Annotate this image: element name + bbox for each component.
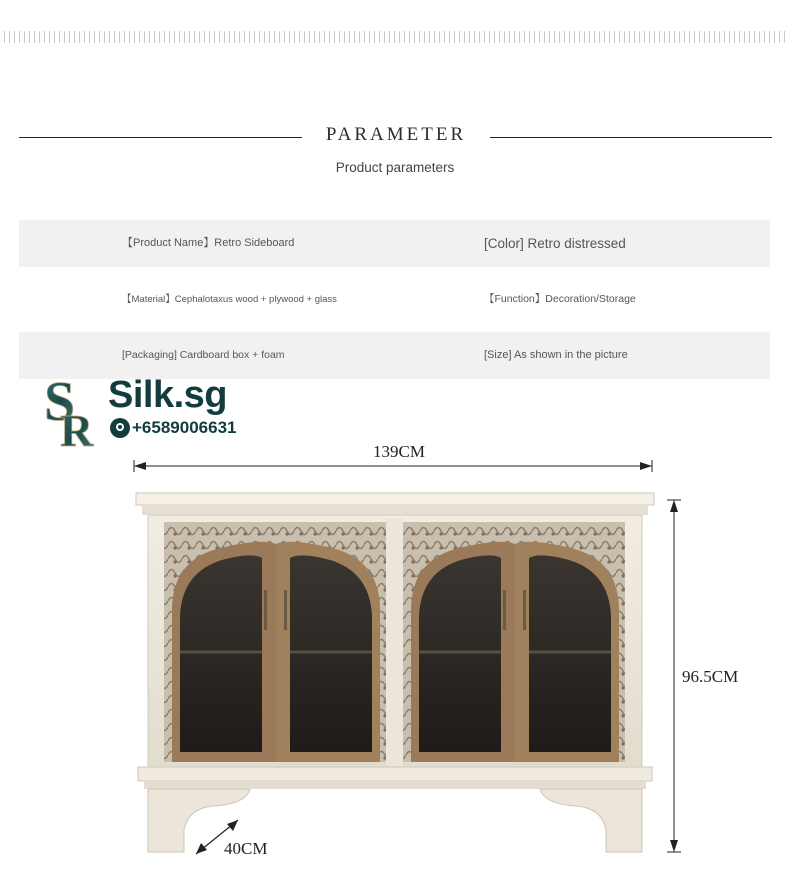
product-dimension-drawing (0, 440, 790, 890)
param-material: 【Material】Cephalotaxus wood + plywood + glass (122, 294, 337, 305)
depth-label: 40CM (224, 839, 268, 858)
param-function: 【Function】Decoration/Storage (484, 293, 636, 305)
param-color: [Color] Retro distressed (484, 236, 626, 251)
param-packaging: [Packaging] Cardboard box + foam (122, 349, 285, 361)
height-label: 96.5CM (682, 667, 739, 686)
decorative-tick-bar (4, 31, 786, 43)
svg-text:S: S (44, 371, 76, 433)
section-subtitle: Product parameters (335, 160, 455, 175)
width-dimension (134, 460, 652, 472)
title-divider-left (19, 137, 302, 138)
param-row (19, 276, 770, 323)
whatsapp-icon (110, 418, 130, 438)
param-size: [Size] As shown in the picture (484, 349, 628, 361)
height-dimension (667, 500, 681, 852)
param-row (19, 220, 770, 267)
title-divider-right (490, 137, 772, 138)
svg-text:R: R (60, 405, 94, 450)
width-label: 139CM (373, 442, 425, 461)
section-title: PARAMETER (325, 124, 467, 145)
sideboard-image (136, 493, 654, 852)
brand-name: Silk.sg (108, 374, 227, 416)
param-product-name: 【Product Name】Retro Sideboard (122, 237, 295, 249)
brand-phone: +6589006631 (132, 418, 237, 437)
